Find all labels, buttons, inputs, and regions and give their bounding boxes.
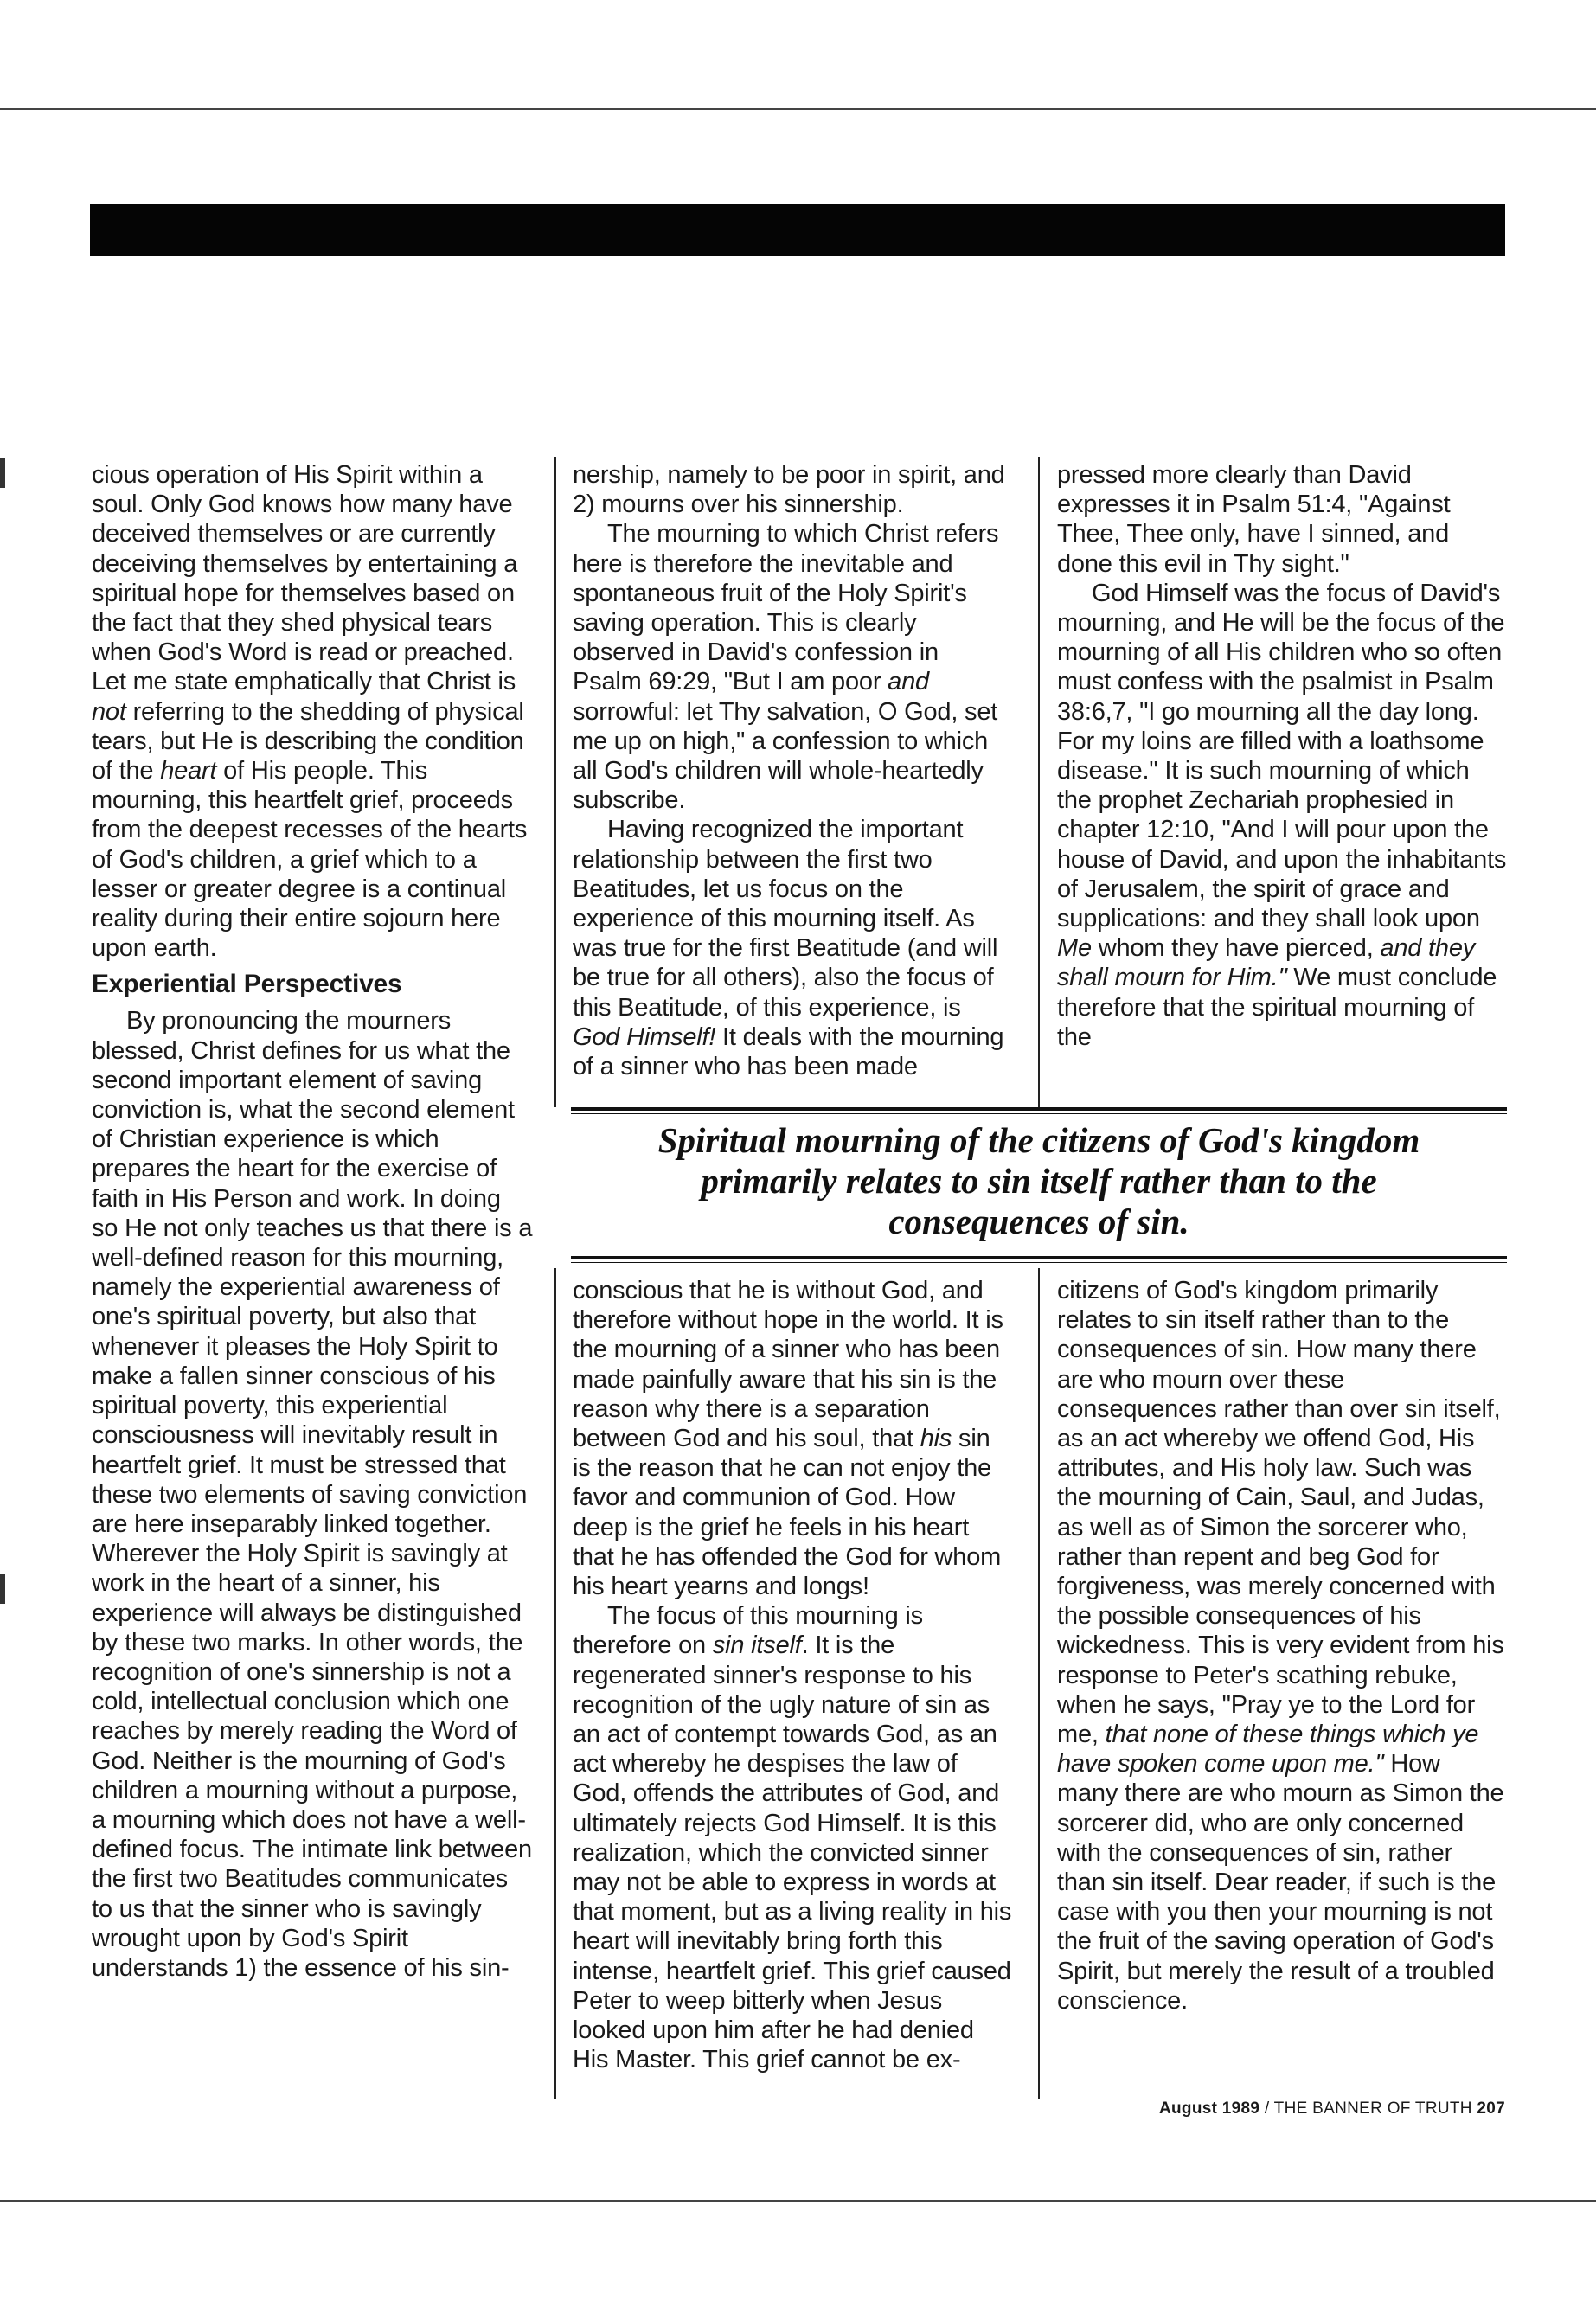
- column-rule: [1038, 1268, 1040, 2099]
- margin-mark: [0, 1574, 5, 1604]
- paragraph: The mourning to which Christ refers here is therefore the inevitable and spontaneous fruit of the Holy Spirit's saving operation. This is clearly observed in David's confession in Psalm 69:29, "But I am poor and sorrowful: let Thy salvation, O God, set me up on high," a confession to which all God's children will whole-heartedly subscribe.: [573, 520, 999, 815]
- pullquote-line: primarily relates to sin itself rather than to the: [701, 1161, 1377, 1201]
- magazine-name: / THE BANNER OF TRUTH: [1259, 2099, 1477, 2118]
- column-3-bottom: [1057, 1276, 1507, 2016]
- column-2-top: [573, 460, 1014, 1081]
- paragraph: pressed more clearly than David expresses it in Psalm 51:4, "Against Thee, Thee only, have I sinned, and done this evil in Thy sight.": [1057, 461, 1451, 578]
- paragraph: citizens of God's kingdom primarily relates to sin itself rather than to the consequences of sin. How many there are who mourn over these consequences rather than over sin itself, as an act whereby we offend God, His attributes, and His holy law. Such was the mourning of Cain, Saul, and Judas, as well as of Simon the sorcerer who, rather than repent and beg God for forgiveness, was merely concerned with the possible consequences of his wickedness. This is very evident from his response to Peter's scathing rebuke, when he says, "Pray ye to the Lord for me, that none of these things which ye have spoken come upon me." How many there are who mourn as Simon the sorcerer did, who are only concerned with the consequences of sin, rather than sin itself. Dear reader, if such is the case with you then your mourning is not the fruit of the saving operation of God's Spirit, but merely the result of a troubled conscience.: [1057, 1277, 1504, 2015]
- column-rule: [554, 1268, 556, 2099]
- column-3-top: [1057, 460, 1507, 1052]
- column-rule: [1038, 457, 1040, 1107]
- paragraph: God Himself was the focus of David's mourning, and He will be the focus of the mourning of all His children who so often must confess with the psalmist in Psalm 38:6,7, "I go mourning all the day long. For my loins are filled with a loathsome disease." It is such mourning of which the prophet Zechariah prophesied in chapter 12:10, "And I will pour upon the house of David, and upon the inhabitants of Jerusalem, the spirit of grace and supplications: and they shall look upon Me whom they have pierced, and they shall mourn for Him." We must conclude therefore that the spiritual mourning of the: [1057, 579, 1507, 1051]
- pull-quote: [571, 1120, 1507, 1242]
- paragraph: conscious that he is without God, and therefore without hope in the world. It is the mourning of a sinner who has been made painfully aware that his sin is the reason why there is a separation between God and his soul, that his sin is the reason that he can not enjoy the favor and communion of God. How deep is the grief he feels in his heart that he has offended the God for whom his heart yearns and longs!: [573, 1277, 1003, 1601]
- paragraph: By pronouncing the mourners blessed, Christ defines for us what the second important element of saving conviction is, what the second element of Christian experience is which prepares the heart for the exercise of faith in His Person and work. In doing so He not only teaches us that there is a well-defined reason for this mourning, namely the experiential awareness of one's spiritual poverty, but also that whenever it pleases the Holy Spirit to make a fallen sinner conscious of his spiritual poverty, this experiential consciousness will inevitably result in heartfelt grief. It must be stressed that these two elements of saving conviction are here inseparably linked together. Wherever the Holy Spirit is savingly at work in the heart of a sinner, his experience will always be distinguished by these two marks. In other words, the recognition of one's sinnership is not a cold, intellectual conclusion which one reaches by merely reading the Word of God. Neither is the mourning of God's children a mourning without a purpose, a mourning which does not have a well-defined focus. The intimate link between the first two Beatitudes communicates to us that the sinner who is savingly wrought upon by God's Spirit understands 1) the essence of his sin-: [92, 1007, 533, 1982]
- column-2-bottom: [573, 1276, 1014, 2074]
- margin-mark: [0, 458, 5, 488]
- section-heading: Experiential Perspectives: [92, 970, 402, 999]
- paragraph: The focus of this mourning is therefore on sin itself. It is the regenerated sinner's response to his recognition of the ugly nature of sin as an act of contempt towards God, as an act whereby he despises the law of God, offends the attributes of God, and ultimately rejects God Himself. It is this realization, which the convicted sinner may not be able to express in words at that moment, but as a living reality in his heart will inevitably bring forth this intense, heartfelt grief. This grief caused Peter to weep bitterly when Jesus looked upon him after he had denied His Master. This grief cannot be ex-: [573, 1602, 1012, 2074]
- header-bar: [90, 204, 1505, 256]
- column-rule: [554, 457, 556, 1107]
- pullquote-rule-bottom: [571, 1256, 1507, 1263]
- page-number: 207: [1477, 2099, 1505, 2118]
- pullquote-line: Spiritual mourning of the citizens of God's kingdom: [657, 1120, 1420, 1160]
- paragraph: cious operation of His Spirit within a soul. Only God knows how many have deceived themselves or are currently deceiving themselves by entertaining a spiritual hope for themselves based on the fact that they shed physical tears when God's Word is read or preached. Let me state emphatically that Christ is not referring to the shedding of physical tears, but He is describing the condition of the heart of His people. This mourning, this heartfelt grief, proceeds from the deepest recesses of the hearts of God's children, a grief which to a lesser or greater degree is a continual reality during their entire sojourn here upon earth.: [92, 461, 528, 963]
- paragraph: nership, namely to be poor in spirit, and 2) mourns over his sinnership.: [573, 461, 1005, 519]
- paragraph: Having recognized the important relationship between the first two Beatitudes, let us focus on the experience of this mourning itself. As was true for the first Beatitude (and will be true for all others), also the focus of this Beatitude, of this experience, is God Himself! It deals with the mourning of a sinner who has been made: [573, 816, 1004, 1081]
- page-footer: [1021, 2099, 1505, 2118]
- issue-date: August 1989: [1159, 2099, 1260, 2118]
- column-1: [92, 460, 533, 1983]
- pullquote-line: consequences of sin.: [888, 1202, 1189, 1241]
- pullquote-rule-top: [571, 1107, 1507, 1114]
